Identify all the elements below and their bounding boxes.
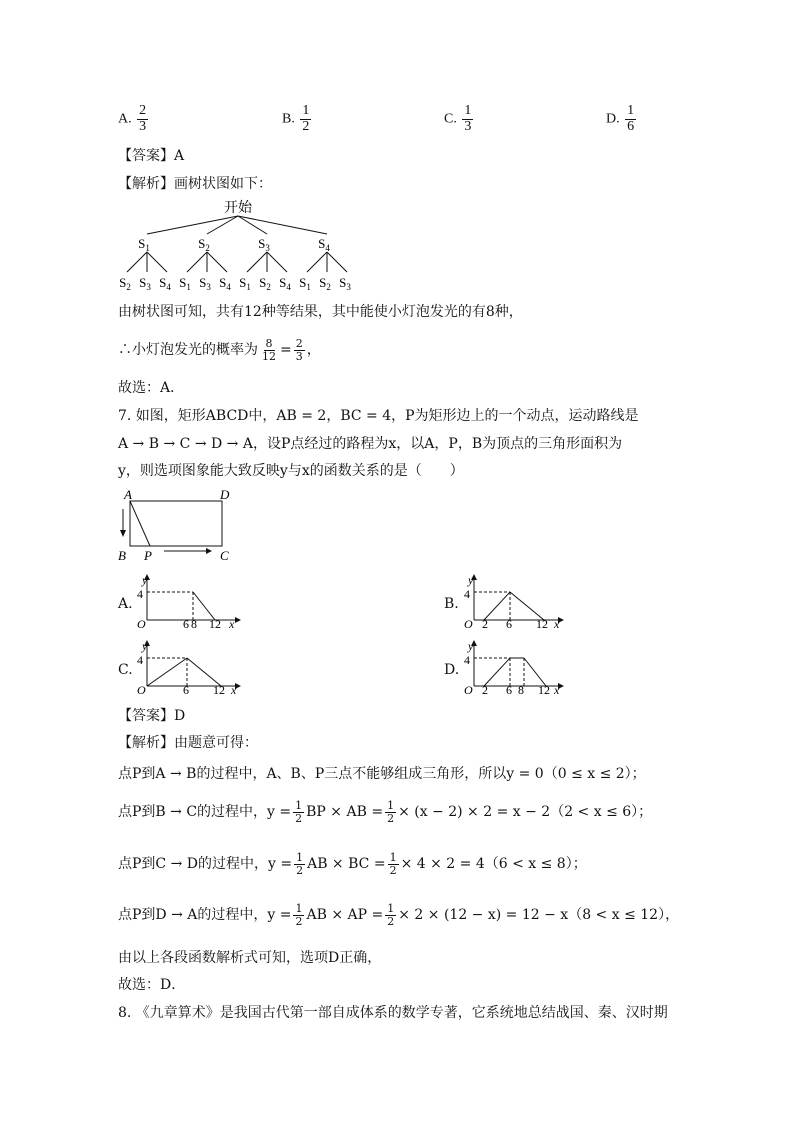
label-p: P — [144, 548, 152, 563]
q7-answer: 【答案】D — [118, 708, 186, 724]
tree-leaf: $S_3$ — [139, 275, 151, 292]
tree-node-l1: $S_3$ — [258, 236, 270, 253]
svg-text:6: 6 — [183, 683, 189, 694]
tree-leaf: $S_2$ — [259, 275, 271, 292]
svg-text:y: y — [142, 639, 148, 653]
svg-text:2: 2 — [482, 683, 488, 694]
label-b: B — [118, 548, 126, 563]
graph-a-label: A. — [118, 596, 133, 612]
svg-text:6: 6 — [183, 617, 189, 628]
tree-leaf: $S_2$ — [119, 275, 131, 292]
tree-node-l1: $S_4$ — [318, 236, 330, 253]
label-a: A — [124, 487, 132, 502]
tree-node-l1: $S_1$ — [138, 236, 150, 253]
tree-leaf: $S_1$ — [239, 275, 251, 292]
tree-leaf: $S_4$ — [219, 275, 231, 292]
svg-text:x: x — [231, 683, 237, 694]
q8-line1: 8. 《九章算术》是我国古代第一部自成体系的数学专著，它系统地总结战国、秦、汉时期 — [118, 1005, 668, 1021]
svg-text:4: 4 — [464, 653, 470, 667]
graph-d-label: D. — [444, 662, 460, 678]
graph-b — [462, 572, 572, 628]
svg-text:8: 8 — [191, 617, 197, 628]
svg-text:4: 4 — [464, 587, 470, 601]
q6-line1: 由树状图可知，共有12种等结果，其中能使小灯泡发光的有8种， — [118, 304, 523, 320]
q7-seg1: 点P到A → B的过程中，A、B、P三点不能够组成三角形，所以y = 0（0 ≤ x ≤ 2）； — [118, 766, 646, 782]
svg-text:O: O — [464, 683, 473, 694]
svg-text:4: 4 — [137, 587, 143, 601]
graph-a — [135, 572, 245, 628]
q7-seg3: 点P到C → D的过程中，y = $\frac{1}{2}$ AB × BC = $\frac{1}{2}$ × 4 × 2 = 4（6 < x ≤ 8）； — [118, 851, 587, 877]
tree-diagram — [110, 196, 370, 296]
svg-text:12: 12 — [213, 683, 225, 694]
label-d: D — [220, 487, 230, 502]
q7-choose: 故选：D． — [118, 977, 186, 993]
graph-c — [135, 638, 245, 694]
label-c: C — [220, 548, 229, 563]
option-b: B. $\frac{1}{2}$ — [282, 103, 310, 134]
svg-text:y: y — [468, 573, 474, 587]
svg-text:x: x — [554, 683, 560, 694]
svg-text:4: 4 — [137, 653, 143, 667]
tree-leaf: $S_4$ — [159, 275, 171, 292]
tree-root: 开始 — [224, 201, 252, 216]
rectangle-figure — [112, 484, 242, 564]
option-a: A. $\frac{2}{3}$ — [118, 103, 147, 134]
tree-leaf: $S_2$ — [319, 275, 331, 292]
tree-node-l1: $S_2$ — [198, 236, 210, 253]
graph-b-label: B. — [444, 596, 459, 612]
svg-text:6: 6 — [506, 617, 512, 628]
svg-text:O: O — [137, 617, 146, 628]
svg-text:12: 12 — [209, 617, 221, 628]
q7-conclude: 由以上各段函数解析式可知，选项D正确， — [118, 950, 382, 966]
svg-text:x: x — [229, 617, 235, 628]
q7-line1: 7. 如图，矩形ABCD中，AB = 2，BC = 4，P为矩形边上的一个动点，运动路线是 — [118, 408, 639, 424]
q7-seg2: 点P到B → C的过程中，y = $\frac{1}{2}$ BP × AB = $\frac{1}{2}$ × (x − 2) × 2 = x − 2（2 < x ≤ 6）； — [118, 799, 653, 825]
svg-text:8: 8 — [518, 683, 524, 694]
tree-leaf: $S_1$ — [299, 275, 311, 292]
q7-line2: A → B → C → D → A，设P点经过的路程为x，以A，P，B为顶点的三角形面积为 — [118, 436, 623, 452]
tree-leaf: $S_3$ — [199, 275, 211, 292]
q6-answer: 【答案】A — [118, 148, 185, 164]
svg-text:x: x — [554, 617, 560, 628]
tree-leaf: $S_4$ — [279, 275, 291, 292]
q7-seg4: 点P到D → A的过程中，y = $\frac{1}{2}$ AB × AP = $\frac{1}{2}$ × 2 × (12 − x) = 12 − x（8 < x ≤ 12）， — [118, 902, 680, 928]
svg-text:2: 2 — [482, 617, 488, 628]
svg-text:y: y — [468, 639, 474, 653]
tree-leaf: $S_3$ — [339, 275, 351, 292]
svg-text:O: O — [464, 617, 473, 628]
svg-text:12: 12 — [538, 683, 550, 694]
option-d: D. $\frac{1}{6}$ — [606, 103, 635, 134]
q6-analysis-head: 【解析】画树状图如下： — [118, 176, 272, 192]
q6-choose: 故选：A． — [118, 380, 185, 396]
svg-text:12: 12 — [536, 617, 548, 628]
graph-c-label: C. — [118, 662, 133, 678]
q7-analysis-head: 【解析】由题意可得： — [118, 735, 258, 751]
option-c: C. $\frac{1}{3}$ — [444, 103, 472, 134]
svg-text:6: 6 — [506, 683, 512, 694]
svg-text:y: y — [142, 573, 148, 587]
q7-line3: y，则选项图象能大致反映y与x的函数关系的是（ ） — [118, 463, 464, 479]
tree-leaf: $S_1$ — [179, 275, 191, 292]
graph-d — [462, 638, 572, 694]
q6-line2: ∴小灯泡发光的概率为 $\frac{8}{12}$ = $\frac{2}{3}$ ， — [118, 337, 321, 363]
svg-text:O: O — [137, 683, 146, 694]
